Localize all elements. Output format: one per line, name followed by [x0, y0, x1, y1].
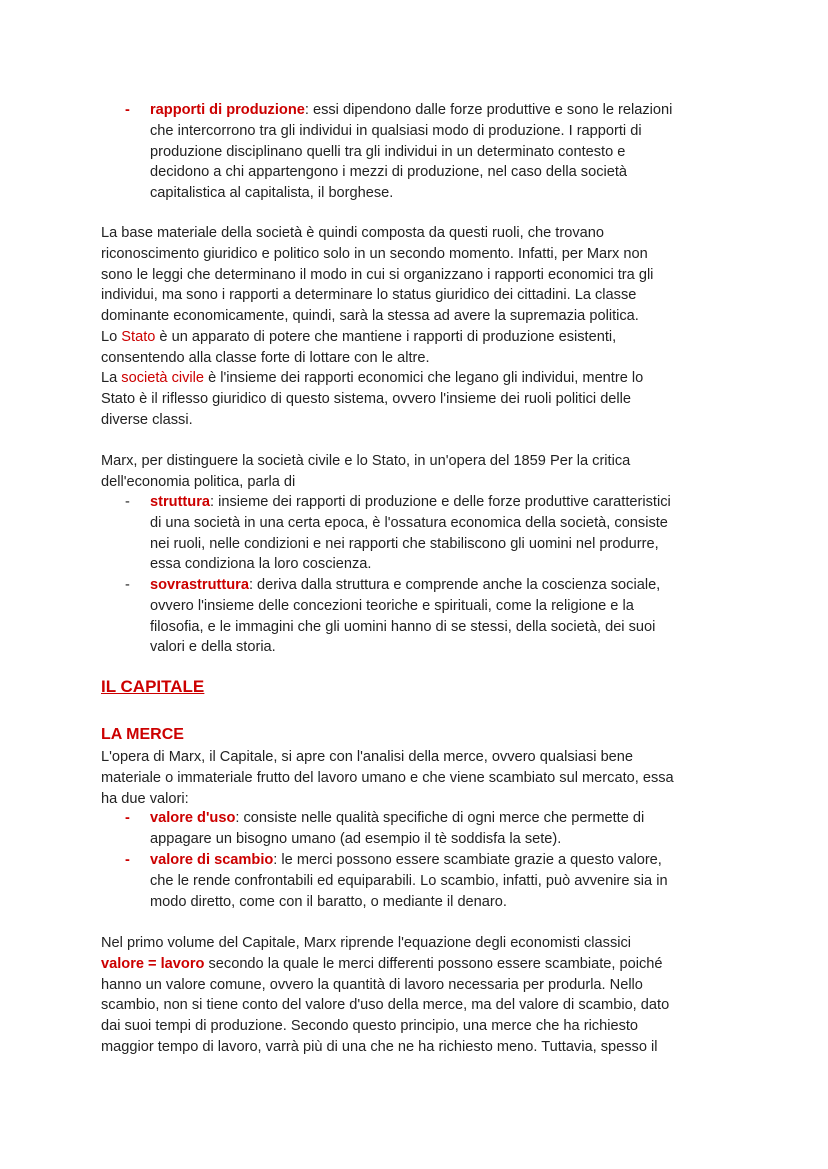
paragraph — [101, 223, 653, 431]
text-line — [101, 121, 672, 142]
text-line — [101, 892, 668, 913]
text-run: : deriva dalla struttura e comprende anche la coscienza sociale, — [248, 577, 661, 593]
highlighted-term: società civile — [121, 370, 205, 387]
text-line — [101, 100, 672, 121]
text-run: modo diretto, come con il baratto, o mediante il denaro. — [150, 893, 507, 910]
text-run: capitalistica al capitalista, il borghese. — [150, 185, 394, 201]
bullet-dash: - — [125, 810, 130, 826]
section-heading — [101, 677, 204, 698]
text-line — [101, 933, 669, 954]
paragraph — [101, 933, 669, 1058]
text-run: diverse classi. — [101, 411, 193, 428]
text-run: consentendo alla classe forte di lottare con le altre. — [101, 349, 430, 366]
text-line — [101, 492, 671, 513]
text-run: essa condiziona la loro coscienza. — [150, 556, 372, 573]
text-line — [101, 513, 671, 534]
text-run: ovvero l'insieme delle concezioni teoriche e spirituali, come la religione e la — [150, 597, 634, 614]
text-run: nei ruoli, nelle condizioni e nei rapporti che stabiliscono gli uomini nel produrre, — [150, 535, 659, 552]
text-run: che intercorrono tra gli individui in qualsiasi modo di produzione. I rapporti di — [150, 122, 642, 139]
text-run: dominante economicamente, quindi, sarà la stessa ad avere la supremazia politica. — [101, 308, 639, 324]
text-run: : consiste nelle qualità specifiche di ogni merce che permette di — [235, 810, 645, 826]
text-line — [101, 306, 653, 327]
bullet-dash: - — [125, 102, 130, 118]
text-run: Stato è il riflesso giuridico di questo sistema, ovvero l'insieme dei ruoli politici delle — [101, 391, 632, 407]
paragraph — [101, 747, 674, 809]
highlighted-term: Stato — [121, 328, 156, 345]
bullet-item — [101, 850, 668, 912]
text-run: materiale o immateriale frutto del lavoro umano e che viene scambiato sul mercato, essa — [101, 769, 674, 786]
text-line — [101, 244, 653, 265]
text-run: L'opera di Marx, il Capitale, si apre con l'analisi della merce, ovvero qualsiasi bene — [101, 749, 634, 765]
key-term: rapporti di produzione — [150, 102, 305, 118]
text-line — [101, 285, 653, 306]
key-term: struttura — [150, 494, 210, 510]
text-run: LA MERCE — [101, 726, 184, 743]
text-run: che le rende confrontabili ed equiparabili. Lo scambio, infatti, può avvenire sia in — [150, 872, 668, 889]
text-run: hanno un valore comune, ovvero la quantità di lavoro necessaria per produrla. Nello — [101, 976, 643, 993]
text-run: produzione disciplinano quelli tra gli individui in un determinato contesto e — [150, 143, 626, 160]
text-line — [101, 554, 671, 575]
text-run: IL CAPITALE — [101, 677, 205, 696]
text-line — [101, 183, 672, 204]
text-line — [101, 1037, 669, 1058]
text-run: : insieme dei rapporti di produzione e delle forze produttive caratteristici — [210, 494, 671, 510]
text-line — [101, 596, 660, 617]
text-line — [101, 850, 668, 871]
text-line — [101, 768, 674, 789]
text-run: di una società in una certa epoca, è l'ossatura economica della società, consiste — [150, 514, 668, 531]
text-line — [101, 265, 653, 286]
text-line — [101, 451, 630, 472]
text-line — [101, 575, 660, 596]
text-run: Lo — [101, 328, 122, 345]
text-line — [101, 327, 653, 348]
text-line — [101, 995, 669, 1016]
text-line — [101, 534, 671, 555]
key-term: valore = lavoro — [101, 955, 205, 972]
text-run: filosofia, e le immagini che gli uomini hanno di se stessi, della società, dei suoi — [150, 618, 656, 635]
text-run: Nel primo volume del Capitale, Marx riprende l'equazione degli economisti classici — [101, 935, 632, 951]
text-line — [101, 348, 653, 369]
text-run: ha due valori: — [101, 790, 189, 807]
text-line — [101, 747, 674, 768]
bullet-item — [101, 492, 671, 575]
text-line — [101, 789, 674, 810]
text-run: secondo la quale le merci differenti possono essere scambiate, poiché — [204, 955, 663, 972]
text-run: è un apparato di potere che mantiene i rapporti di produzione esistenti, — [155, 328, 617, 345]
text-line — [101, 725, 184, 746]
text-run: : le merci possono essere scambiate grazie a questo valore, — [273, 852, 662, 868]
text-line — [101, 410, 653, 431]
bullet-dash: - — [125, 577, 130, 593]
text-run: sono le leggi che determinano il modo in cui si organizzano i rapporti economici tra gli — [101, 266, 654, 283]
key-term: valore di scambio — [150, 852, 274, 868]
text-run: valori e della storia. — [150, 639, 276, 656]
text-line — [101, 142, 672, 163]
text-line — [101, 829, 644, 850]
text-line — [101, 871, 668, 892]
bullet-item — [101, 808, 644, 850]
text-run: appagare un bisogno umano (ad esempio il tè soddisfa la sete). — [150, 830, 562, 847]
bullet-dash: - — [125, 494, 130, 510]
text-run: La base materiale della società è quindi composta da questi ruoli, che trovano — [101, 225, 604, 241]
text-run: La — [101, 370, 122, 387]
bullet-item — [101, 575, 660, 658]
bullet-dash: - — [125, 852, 130, 868]
text-line — [101, 389, 653, 410]
text-line — [101, 617, 660, 638]
paragraph — [101, 451, 630, 493]
text-line — [101, 808, 644, 829]
text-line — [101, 954, 669, 975]
subsection-heading — [101, 725, 184, 746]
text-run: è l'insieme dei rapporti economici che legano gli individui, mentre lo — [204, 370, 644, 387]
text-run: dell'economia politica, parla di — [101, 473, 296, 490]
bullet-item — [101, 100, 672, 204]
text-run: dai suoi tempi di produzione. Secondo questo principio, una merce che ha richiesto — [101, 1018, 639, 1034]
text-run: : essi dipendono dalle forze produttive e sono le relazioni — [304, 102, 673, 118]
text-line — [101, 368, 653, 389]
text-line — [101, 472, 630, 493]
text-line — [101, 637, 660, 658]
text-line — [101, 1016, 669, 1037]
text-run: individui, ma sono i rapporti a determinare lo status giuridico dei cittadini. La classe — [101, 287, 637, 304]
text-run: scambio, non si tiene conto del valore d'uso della merce, ma del valore di scambio, dato — [101, 997, 670, 1014]
text-run: decidono a chi appartengono i mezzi di produzione, nel caso della società — [150, 164, 628, 181]
text-run: Marx, per distinguere la società civile e lo Stato, in un'opera del 1859 Per la critica — [101, 453, 631, 469]
text-line — [101, 975, 669, 996]
text-run: riconoscimento giuridico e politico solo in un secondo momento. Infatti, per Marx non — [101, 245, 648, 262]
key-term: valore d'uso — [150, 810, 236, 826]
text-line — [101, 677, 204, 698]
text-run: maggior tempo di lavoro, varrà più di una che ne ha richiesto meno. Tuttavia, spesso il — [101, 1038, 658, 1055]
key-term: sovrastruttura — [150, 577, 249, 593]
text-line — [101, 223, 653, 244]
text-line — [101, 162, 672, 183]
